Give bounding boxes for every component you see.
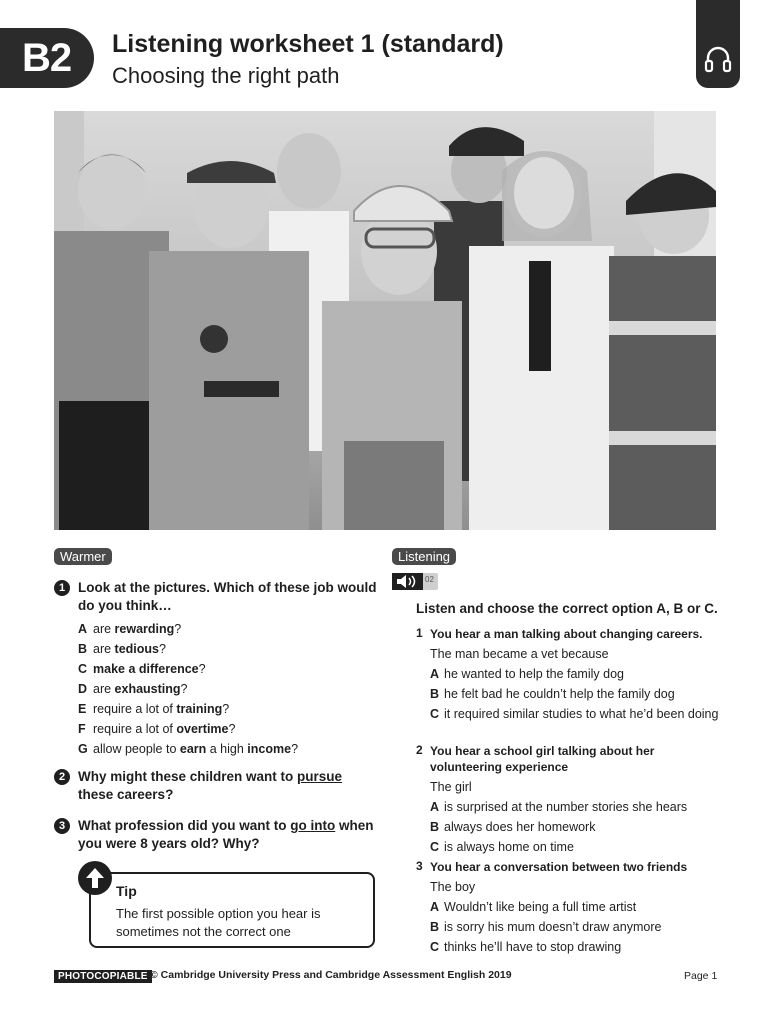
listening-instruction: Listen and choose the correct option A, B or C.	[416, 601, 718, 616]
option-letter: B	[430, 687, 440, 701]
listening-question-stem: The man became a vet because	[430, 647, 609, 661]
photocopiable-badge: PHOTOCOPIABLE	[54, 970, 152, 983]
listening-option-b[interactable]	[430, 919, 720, 936]
listening-option-c[interactable]	[430, 706, 720, 723]
option-letter: F	[78, 722, 86, 736]
warmer-question-3: What profession did you want to go into when you were 8 years old? Why?	[78, 818, 374, 851]
tip-text: The first possible option you hear is sometimes not the correct one	[116, 906, 321, 939]
listening-question-prompt: You hear a school girl talking about her volunteering experience	[430, 744, 655, 774]
warmer-question-2: Why might these children want to pursue these careers?	[78, 769, 343, 802]
listening-question-number: 3	[416, 859, 423, 873]
warmer-option-g: G allow people to earn a high income?	[78, 742, 299, 756]
listening-option-c[interactable]	[430, 939, 720, 956]
headphones-icon	[704, 44, 732, 74]
worksheet-subtitle: Choosing the right path	[112, 63, 340, 88]
warmer-option-c: C make a difference?	[78, 662, 206, 676]
warmer-option-a: A are rewarding?	[78, 622, 182, 636]
listening-option-b[interactable]	[430, 686, 720, 703]
underlined-phrase-go-into: go into	[290, 818, 336, 833]
children-costumes-photo	[54, 111, 716, 530]
question-number-1: 1	[54, 580, 70, 596]
option-letter: G	[78, 742, 88, 756]
option-text: it required similar studies to what he’d been doing	[444, 707, 719, 721]
option-text: he wanted to help the family dog	[444, 667, 624, 681]
warmer-option-e: E require a lot of training?	[78, 702, 230, 716]
option-letter: A	[78, 622, 88, 636]
option-letter: C	[430, 940, 440, 954]
warmer-question-1: Look at the pictures. Which of these job would do you think…	[78, 580, 377, 613]
listening-option-b[interactable]	[430, 819, 720, 836]
worksheet-title: Listening worksheet 1 (standard)	[112, 30, 504, 58]
listening-question-prompt: You hear a conversation between two friends	[430, 860, 688, 874]
up-arrow-icon	[78, 861, 112, 895]
option-text: is sorry his mum doesn’t draw anymore	[444, 920, 662, 934]
underlined-word-pursue: pursue	[297, 769, 343, 784]
question-number-3: 3	[54, 818, 70, 834]
warmer-option-d: D are exhausting?	[78, 682, 188, 696]
option-letter: B	[430, 820, 440, 834]
option-letter: E	[78, 702, 87, 716]
warmer-option-b: B are tedious?	[78, 642, 166, 656]
question-number-2: 2	[54, 769, 70, 785]
listening-label: Listening	[392, 548, 456, 565]
copyright-text: © Cambridge University Press and Cambridge Assessment English 2019	[150, 969, 512, 981]
listening-option-a[interactable]	[430, 899, 720, 916]
tip-title: Tip	[116, 883, 137, 899]
option-letter: C	[430, 707, 440, 721]
option-text: Wouldn’t like being a full time artist	[444, 900, 637, 914]
level-badge: B2	[0, 28, 94, 88]
listening-option-a[interactable]	[430, 666, 720, 683]
option-letter: A	[430, 900, 440, 914]
option-letter: A	[430, 800, 440, 814]
option-letter: C	[78, 662, 88, 676]
option-text: thinks he’ll have to stop drawing	[444, 940, 622, 954]
option-text: is surprised at the number stories she hears	[444, 800, 688, 814]
listening-question-prompt: You hear a man talking about changing careers.	[430, 627, 703, 641]
listening-question-stem: The boy	[430, 880, 476, 894]
option-letter: B	[430, 920, 440, 934]
listening-question-number: 2	[416, 743, 423, 757]
option-letter: C	[430, 840, 440, 854]
option-letter: D	[78, 682, 88, 696]
listening-option-c[interactable]	[430, 839, 720, 856]
listening-question-stem: The girl	[430, 780, 472, 794]
option-letter: A	[430, 667, 440, 681]
track-number: 02	[425, 575, 434, 584]
listening-option-a[interactable]	[430, 799, 720, 816]
audio-track-icon[interactable]	[392, 573, 438, 590]
speaker-icon	[396, 575, 420, 588]
headphones-tab	[696, 0, 740, 88]
listening-question-number: 1	[416, 626, 423, 640]
option-text: he felt bad he couldn’t help the family dog	[444, 687, 675, 701]
warmer-label: Warmer	[54, 548, 112, 565]
page-number: Page 1	[684, 970, 718, 982]
warmer-option-f: F require a lot of overtime?	[78, 722, 236, 736]
option-text: is always home on time	[444, 840, 574, 854]
option-text: always does her homework	[444, 820, 596, 834]
option-letter: B	[78, 642, 88, 656]
